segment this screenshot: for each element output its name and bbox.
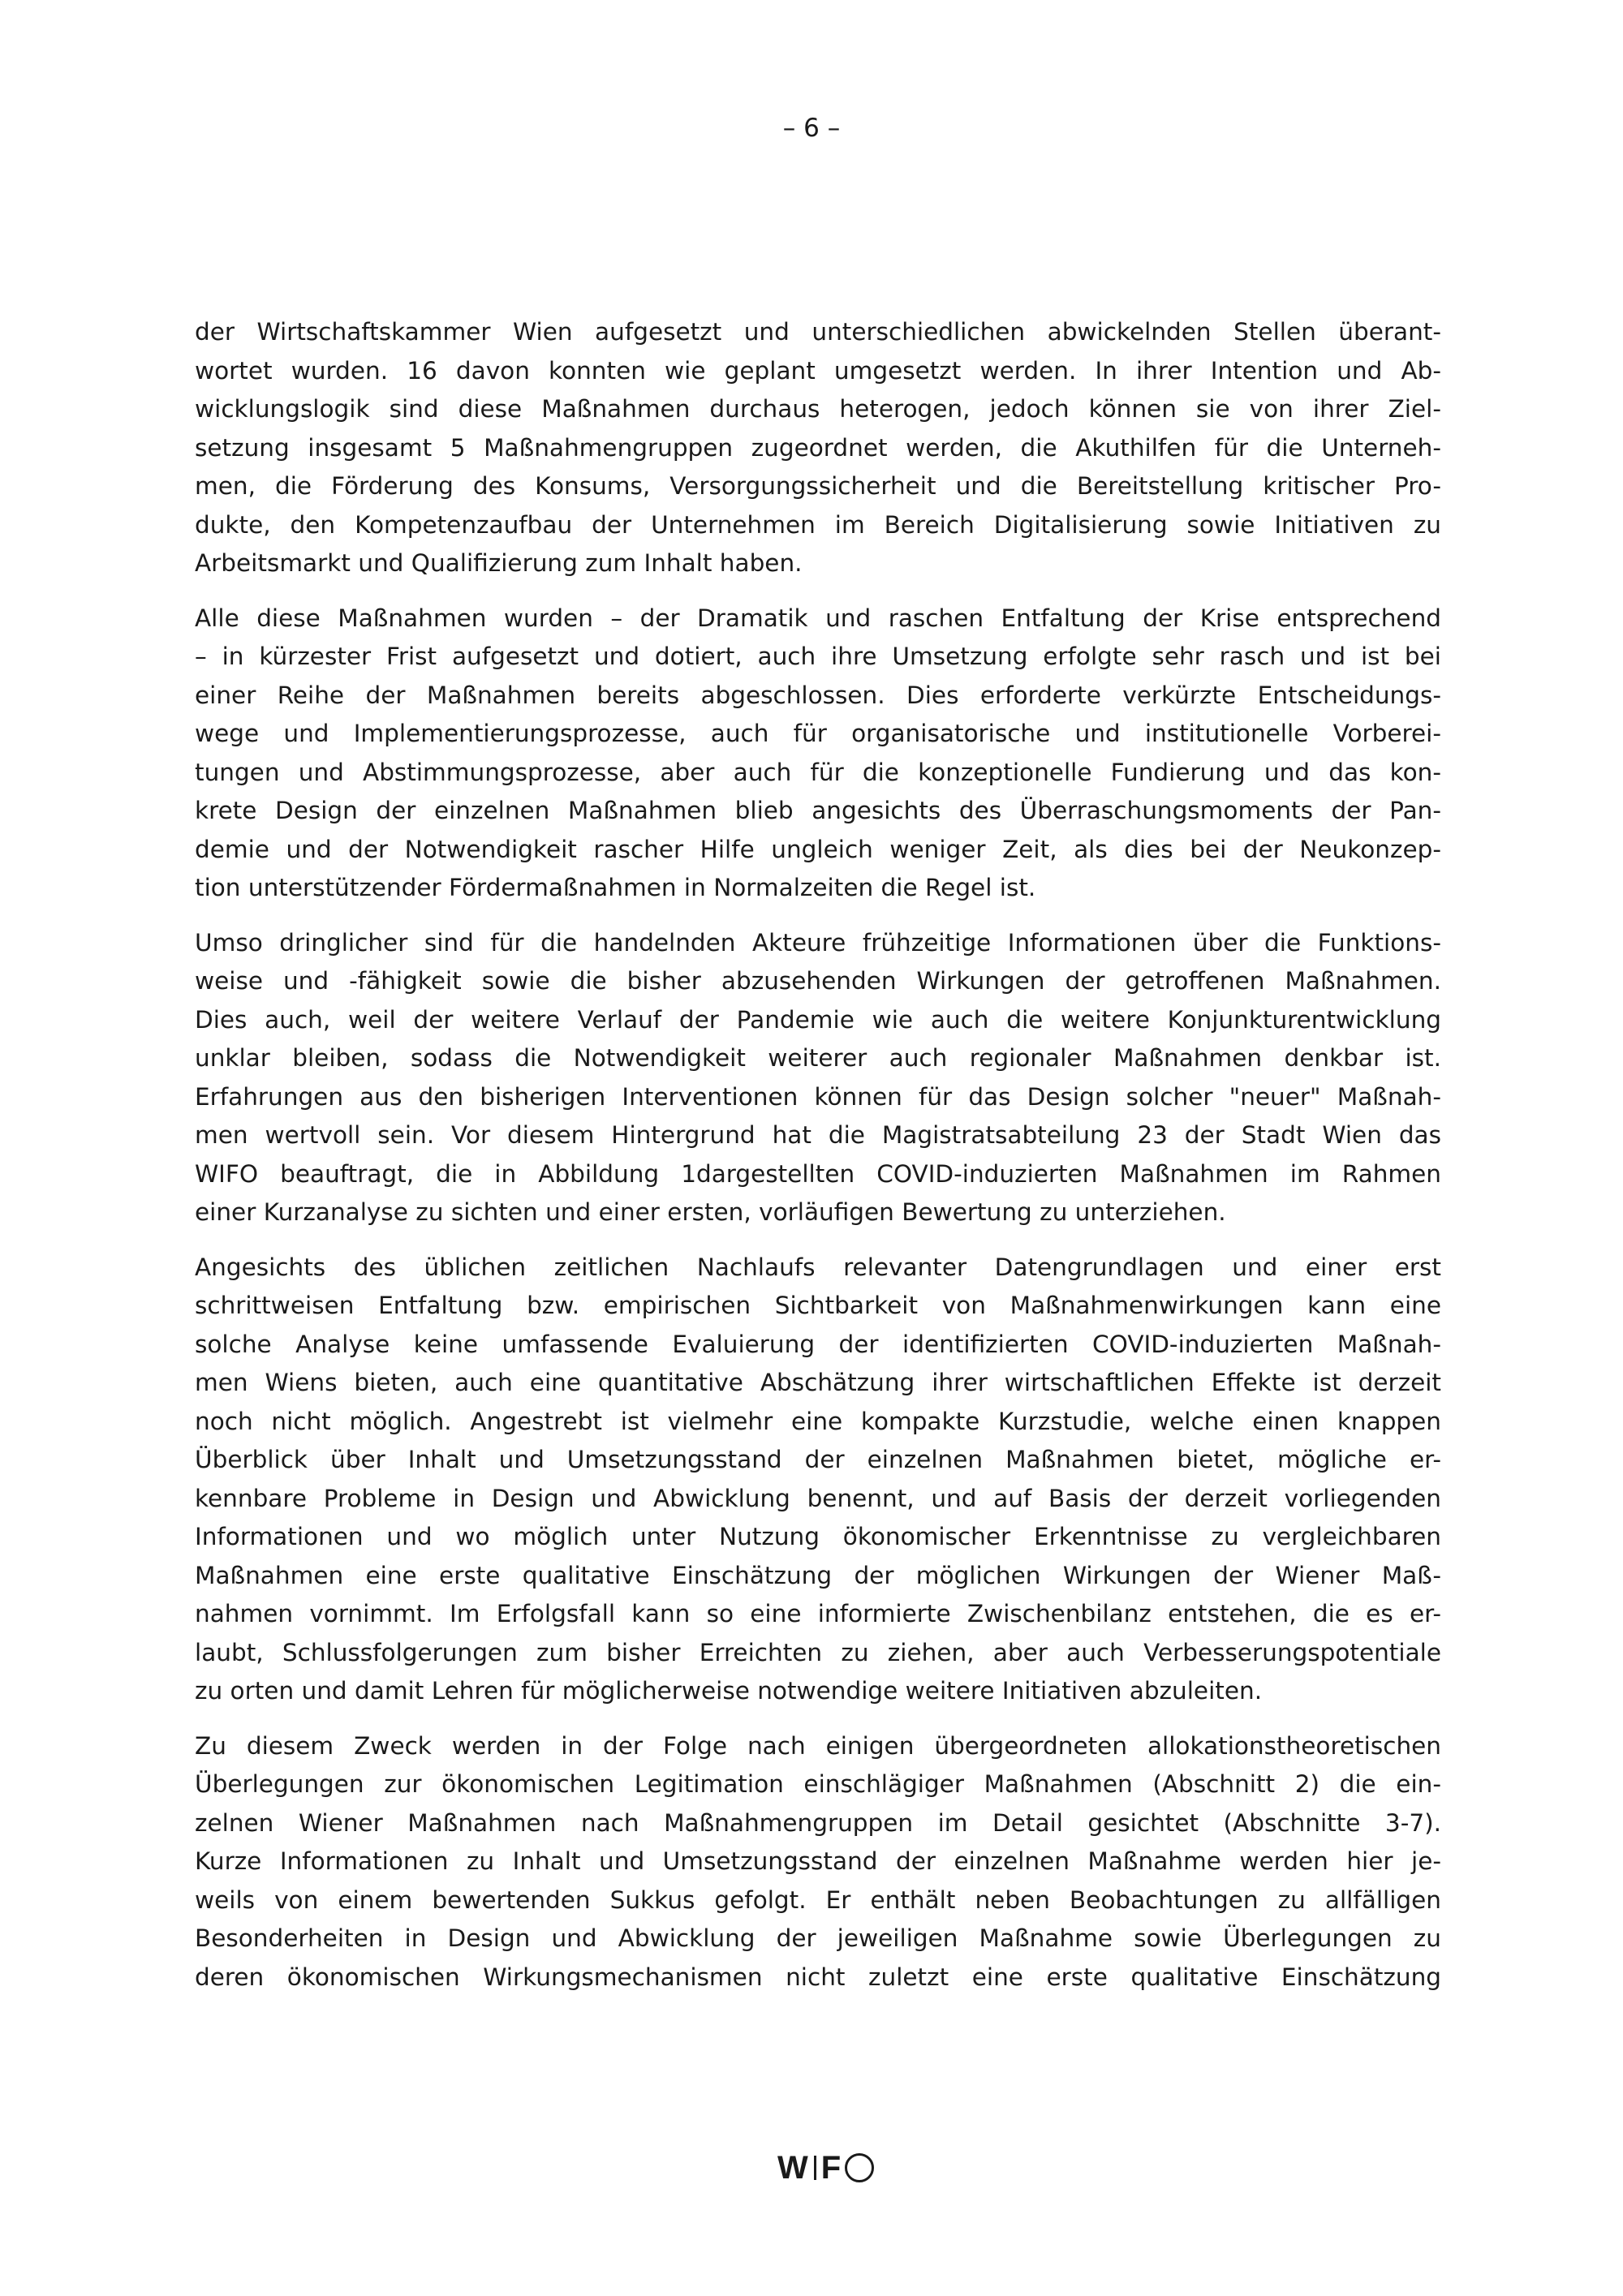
text-line: unklar bleiben, sodass die Notwendigkeit weiterer auch regionaler Maßnahmen denkbar ist. [195,1044,1441,1072]
text-line: Arbeitsmarkt und Qualifizierung zum Inhalt haben. [195,549,803,577]
text-line: setzung insgesamt 5 Maßnahmengruppen zugeordnet werden, die Akuthilfen für die Unterneh- [195,433,1441,462]
text-line: men, die Förderung des Konsums, Versorgungssicherheit und die Bereitstellung kritischer Pro- [195,472,1441,500]
text-line: laubt, Schlussfolgerungen zum bisher Erreichten zu ziehen, aber auch Verbesserungspotentiale [195,1638,1441,1666]
paragraph [195,600,1441,908]
text-line: solche Analyse keine umfassende Evaluierung der identifizierten COVID-induzierten Maßnah- [195,1330,1441,1358]
text-line: Informationen und wo möglich unter Nutzung ökonomischer Erkenntnisse zu vergleichbaren [195,1523,1441,1550]
text-line: einer Kurzanalyse zu sichten und einer ersten, vorläufigen Bewertung zu unterziehen. [195,1198,1226,1226]
text-line: weils von einem bewertenden Sukkus gefolgt. Er enthält neben Beobachtungen zu allfälligen [195,1885,1441,1914]
text-line: men wertvoll sein. Vor diesem Hintergrund hat die Magistratsabteilung 23 der Stadt Wien das [195,1121,1441,1149]
text-line: Zu diesem Zweck werden in der Folge nach einigen übergeordneten allokationstheoretischen [195,1731,1441,1760]
text-line: tungen und Abstimmungsprozesse, aber auch für die konzeptionelle Fundierung und das kon- [195,758,1441,786]
paragraph [195,1727,1441,1997]
body-text [195,313,1441,2013]
text-line: schrittweisen Entfaltung bzw. empirischen Sichtbarkeit von Maßnahmenwirkungen kann eine [195,1292,1441,1319]
text-line: Maßnahmen eine erste qualitative Einschätzung der möglichen Wirkungen der Wiener Maß- [195,1561,1441,1589]
text-line: noch nicht möglich. Angestrebt ist vielmehr eine kompakte Kurzstudie, welche einen knappen [195,1407,1441,1435]
text-line: dukte, den Kompetenzaufbau der Unternehmen im Bereich Digitalisierung sowie Initiativen zu [195,510,1441,539]
text-line: WIFO beauftragt, die in Abbildung 1dargestellten COVID-induzierten Maßnahmen im Rahmen [195,1159,1441,1188]
paragraph [195,1249,1441,1711]
text-line: nahmen vornimmt. Im Erfolgsfall kann so eine informierte Zwischenbilanz entstehen, die es er- [195,1600,1441,1627]
text-line: der Wirtschaftskammer Wien aufgesetzt und unterschiedlichen abwickelnden Stellen überant- [195,318,1441,346]
text-line: wortet wurden. 16 davon konnten wie geplant umgesetzt werden. In ihrer Intention und Ab- [195,356,1441,385]
text-line: – in kürzester Frist aufgesetzt und dotiert, auch ihre Umsetzung erfolgte sehr rasch und ist bei [195,643,1441,670]
text-line: weise und -fähigkeit sowie die bisher abzusehenden Wirkungen der getroffenen Maßnahmen. [195,967,1441,995]
wifo-logo: W F [777,2152,875,2184]
text-line: Erfahrungen aus den bisherigen Interventionen können für das Design solcher "neuer" Maßnah- [195,1082,1441,1111]
text-line: Besonderheiten in Design und Abwicklung der jeweiligen Maßnahme sowie Überlegungen zu [195,1924,1441,1952]
text-line: krete Design der einzelnen Maßnahmen blieb angesichts des Überraschungsmoments der Pan- [195,797,1441,824]
text-line: Überblick über Inhalt und Umsetzungsstand der einzelnen Maßnahmen bietet, mögliche er- [195,1446,1441,1473]
paragraph [195,924,1441,1232]
text-line: wicklungslogik sind diese Maßnahmen durchaus heterogen, jedoch können sie von ihrer Ziel- [195,395,1441,423]
text-line: wege und Implementierungsprozesse, auch für organisatorische und institutionelle Vorberei- [195,720,1441,747]
text-line: zelnen Wiener Maßnahmen nach Maßnahmengruppen im Detail gesichtet (Abschnitte 3-7). [195,1808,1441,1837]
text-line: Dies auch, weil der weitere Verlauf der Pandemie wie auch die weitere Konjunkturentwicklung [195,1005,1441,1034]
text-line: Umso dringlicher sind für die handelnden Akteure frühzeitige Informationen über die Funktions- [195,928,1441,957]
text-line: Angesichts des üblichen zeitlichen Nachlaufs relevanter Datengrundlagen und einer erst [195,1253,1441,1281]
text-line: deren ökonomischen Wirkungsmechanismen nicht zuletzt eine erste qualitative Einschätzung [195,1963,1441,1991]
page-number: – 6 – [782,114,841,143]
text-line: tion unterstützender Fördermaßnahmen in Normalzeiten die Regel ist. [195,874,1036,901]
text-line: demie und der Notwendigkeit rascher Hilfe ungleich weniger Zeit, als dies bei der Neukonzep- [195,835,1441,863]
text-line: Alle diese Maßnahmen wurden – der Dramatik und raschen Entfaltung der Krise entsprechend [195,604,1441,632]
text-line: men Wiens bieten, auch eine quantitative Abschätzung ihrer wirtschaftlichen Effekte ist derzeit [195,1369,1441,1396]
text-line: zu orten und damit Lehren für möglicherweise notwendige weitere Initiativen abzuleiten. [195,1677,1263,1705]
text-line: einer Reihe der Maßnahmen bereits abgeschlossen. Dies erforderte verkürzte Entscheidungs- [195,681,1441,709]
paragraph [195,313,1441,583]
text-line: Kurze Informationen zu Inhalt und Umsetzungsstand der einzelnen Maßnahme werden hier je- [195,1847,1441,1875]
text-line: kennbare Probleme in Design und Abwicklung benennt, und auf Basis der derzeit vorliegenden [195,1484,1441,1512]
text-line: Überlegungen zur ökonomischen Legitimation einschlägiger Maßnahmen (Abschnitt 2) die ein- [195,1770,1441,1798]
